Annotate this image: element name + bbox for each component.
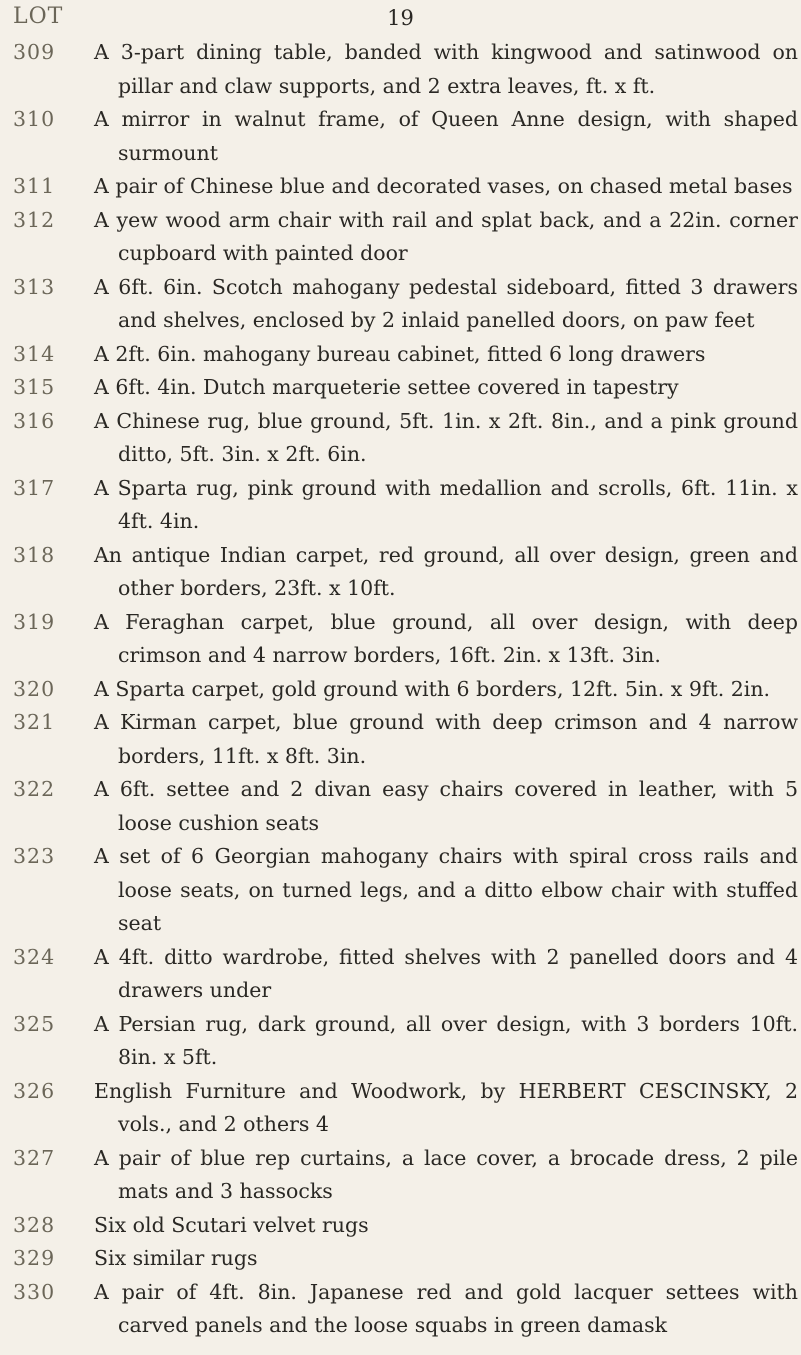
lot-number: 329 [13, 1246, 56, 1270]
lot-number: 310 [13, 107, 56, 131]
lot-description: A yew wood arm chair with rail and splat back, and a 22in. corner cupboard with painted door [94, 207, 798, 265]
lot-entry [0, 1075, 801, 1142]
lot-description: A mirror in walnut frame, of Queen Anne design, with shaped surmount [94, 107, 798, 165]
lot-description: A Chinese rug, blue ground, 5ft. 1in. x 2ft. 8in., and a pink ground ditto, 5ft. 3in. x 2ft. 6in. [94, 408, 798, 466]
lot-entry [0, 706, 801, 773]
lot-entry [0, 103, 801, 170]
lot-entry [0, 1242, 801, 1276]
lot-entry [0, 472, 801, 539]
lot-number: 328 [13, 1212, 56, 1237]
lot-entry [0, 338, 801, 372]
lot-number: 320 [13, 676, 56, 701]
lot-entry [0, 271, 801, 338]
lot-description: A pair of blue rep curtains, a lace cover, a brocade dress, 2 pile mats and 3 hassocks [94, 1145, 798, 1203]
lot-number: 318 [13, 542, 56, 567]
lot-entry [0, 1209, 801, 1243]
lot-description: A 6ft. 4in. Dutch marqueterie settee covered in tapestry [94, 375, 679, 399]
lot-description: A 4ft. ditto wardrobe, fitted shelves with 2 panelled doors and 4 drawers under [94, 944, 798, 1002]
lot-description: English Furniture and Woodwork, by HERBERT CESCINSKY, 2 vols., and 2 others 4 [94, 1078, 798, 1136]
lot-entry [0, 539, 801, 606]
lot-description: A 3-part dining table, banded with kingwood and satinwood on pillar and claw supports, and 2 extra leaves, ft. x ft. [94, 40, 798, 98]
lot-number: 321 [13, 710, 56, 734]
lot-number: 322 [13, 777, 56, 801]
lot-number: 319 [13, 609, 56, 634]
lot-number: 324 [13, 944, 56, 969]
lot-column-header: LOT [13, 4, 64, 29]
lot-description: A Persian rug, dark ground, all over design, with 3 borders 10ft. 8in. x 5ft. [94, 1011, 798, 1069]
lot-description: A set of 6 Georgian mahogany chairs with spiral cross rails and loose seats, on turned legs, and a ditto elbow chair with stuffed seat [94, 844, 798, 935]
lot-description: An antique Indian carpet, red ground, all over design, green and other borders, 23ft. x 10ft. [94, 542, 798, 600]
lot-description: A Sparta rug, pink ground with medallion and scrolls, 6ft. 11in. x 4ft. 4in. [94, 475, 798, 533]
lot-entry [0, 405, 801, 472]
lot-description: A 6ft. settee and 2 divan easy chairs covered in leather, with 5 loose cushion seats [94, 777, 798, 835]
lot-number: 316 [13, 408, 56, 433]
lot-number: 311 [13, 174, 56, 198]
lot-entry [0, 1276, 801, 1343]
lot-number: 317 [13, 475, 56, 500]
lot-description: Six similar rugs [94, 1246, 258, 1270]
page-number: 19 [387, 6, 414, 30]
lot-entry [0, 673, 801, 707]
lot-number: 313 [13, 274, 56, 299]
lot-description: A Sparta carpet, gold ground with 6 borders, 12ft. 5in. x 9ft. 2in. [94, 676, 771, 701]
lot-entry [0, 941, 801, 1008]
lot-entry [0, 773, 801, 840]
lot-entry [0, 1008, 801, 1075]
lot-number: 323 [13, 844, 56, 868]
lot-entry [0, 204, 801, 271]
lot-entry [0, 1142, 801, 1209]
lot-number: 327 [13, 1145, 56, 1170]
lot-list [0, 36, 801, 1343]
lot-description: A pair of 4ft. 8in. Japanese red and gold lacquer settees with carved panels and the loose squabs in green damask [94, 1279, 798, 1337]
lot-description: A 2ft. 6in. mahogany bureau cabinet, fitted 6 long drawers [94, 341, 706, 366]
lot-number: 325 [13, 1011, 56, 1036]
lot-description: A Feraghan carpet, blue ground, all over design, with deep crimson and 4 narrow borders, 16ft. 2in. x 13ft. 3in. [94, 609, 798, 667]
lot-entry [0, 36, 801, 103]
lot-number: 315 [13, 375, 56, 399]
lot-description: A Kirman carpet, blue ground with deep crimson and 4 narrow borders, 11ft. x 8ft. 3in. [94, 710, 798, 768]
lot-entry [0, 170, 801, 204]
lot-number: 312 [13, 207, 56, 232]
lot-number: 330 [13, 1279, 56, 1304]
lot-entry [0, 840, 801, 941]
lot-description: A 6ft. 6in. Scotch mahogany pedestal sideboard, fitted 3 drawers and shelves, enclosed by 2 inlaid panelled doors, on paw feet [94, 274, 798, 332]
lot-number: 314 [13, 341, 56, 366]
lot-number: 309 [13, 40, 56, 64]
lot-entry [0, 371, 801, 405]
lot-number: 326 [13, 1078, 56, 1103]
lot-entry [0, 606, 801, 673]
lot-description: A pair of Chinese blue and decorated vases, on chased metal bases [94, 174, 793, 198]
lot-description: Six old Scutari velvet rugs [94, 1212, 369, 1237]
